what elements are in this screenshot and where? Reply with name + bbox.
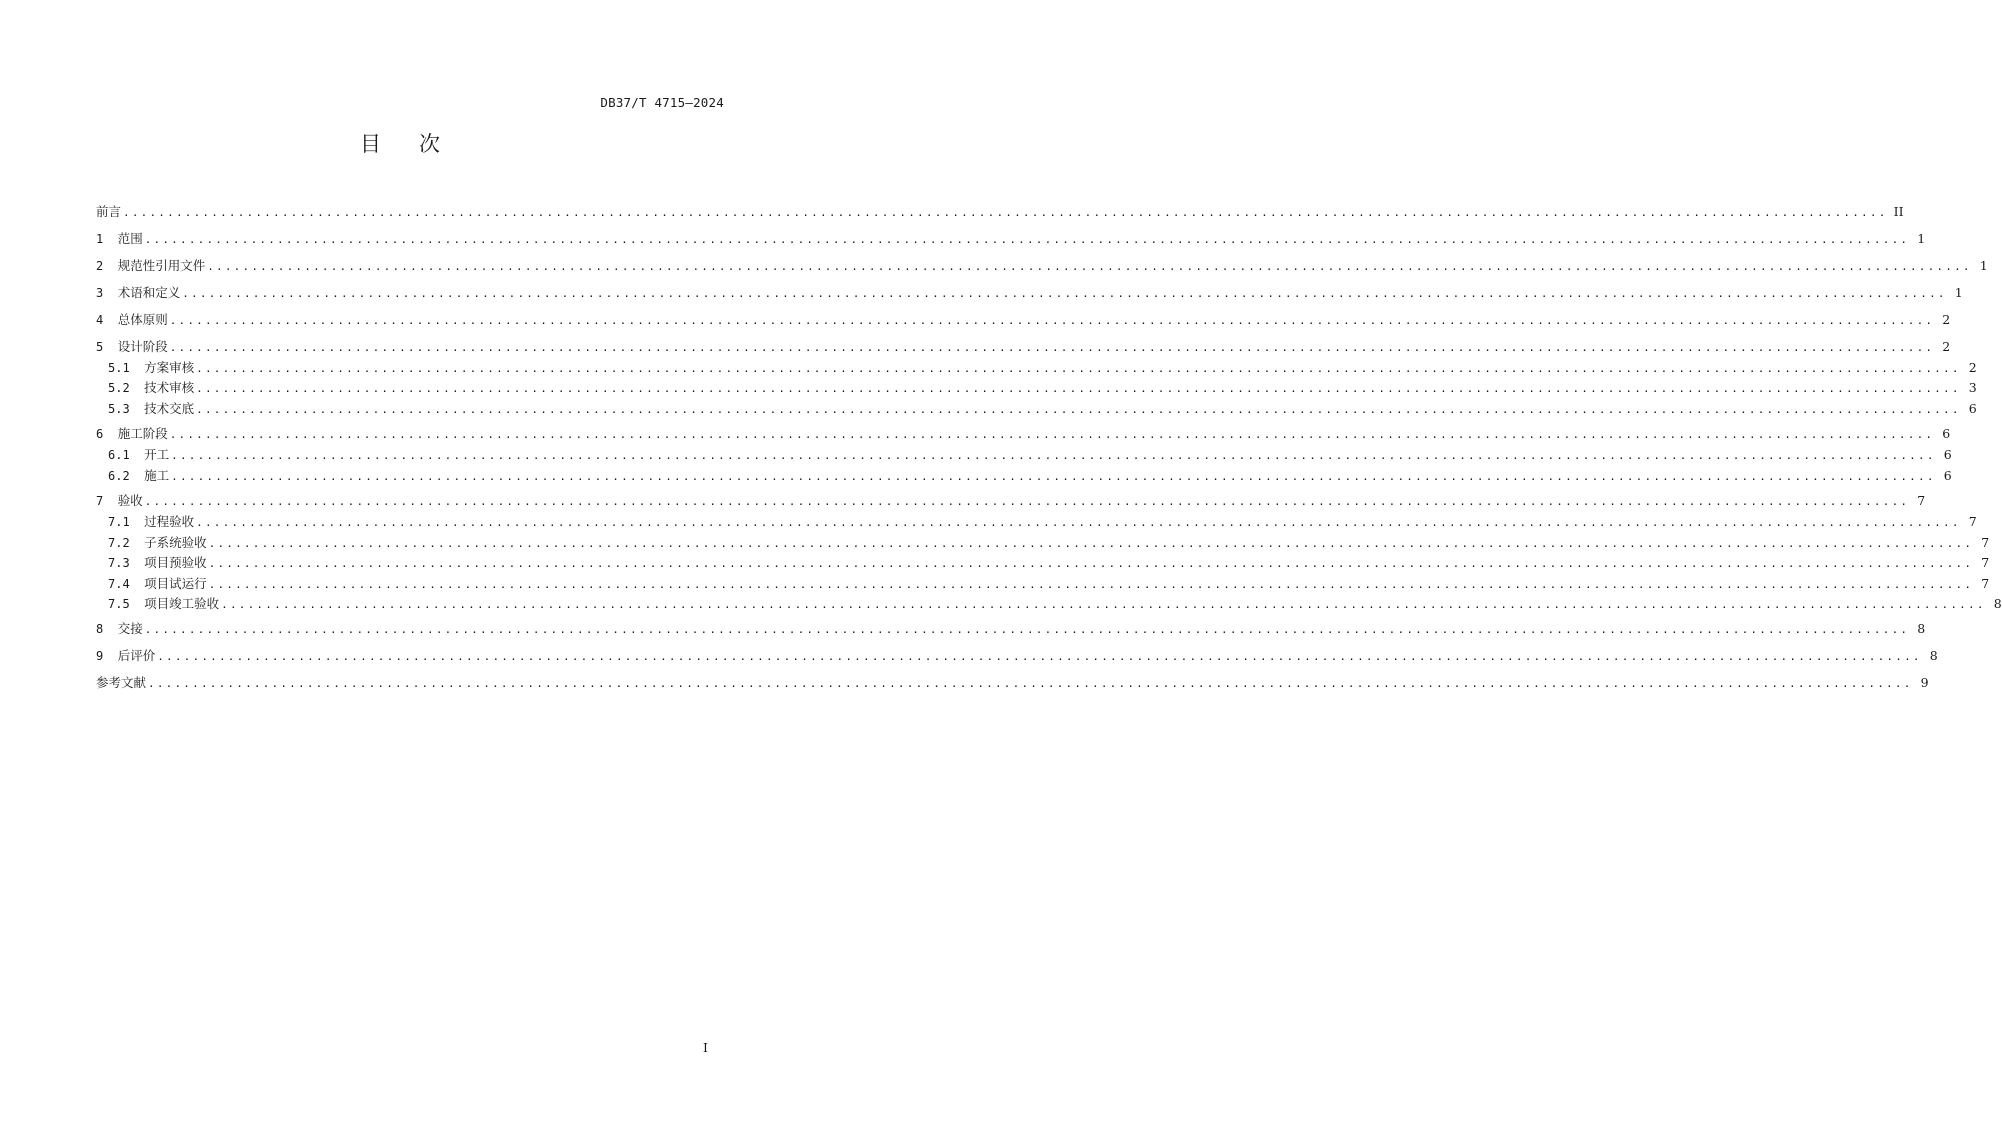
toc-entry[interactable] [96, 230, 1926, 248]
toc-dot-leader: ........................................................................................................................................................................................................ [221, 598, 1986, 611]
toc-entry-number: 5.1 [108, 361, 145, 375]
toc-dot-leader: ........................................................................................................................................................................................................ [144, 623, 1910, 636]
toc-entry-page: 1 [1917, 231, 1926, 246]
toc-dot-leader: ........................................................................................................................................................................................................ [208, 557, 1974, 570]
toc-entry[interactable] [96, 257, 1988, 275]
toc-entry-label: 后评价 [117, 648, 156, 663]
toc-entry-page: 6 [1943, 447, 1952, 462]
toc-entry-page: 7 [1981, 535, 1990, 550]
toc-dot-leader: ........................................................................................................................................................................................................ [182, 287, 1947, 300]
toc-entry[interactable] [96, 620, 1926, 638]
toc-entry-label: 技术审核 [144, 380, 195, 395]
toc-entry-number: 2 [96, 259, 118, 273]
toc-entry[interactable] [96, 203, 1904, 221]
toc-dot-leader: ........................................................................................................................................................................................................ [208, 578, 1974, 591]
toc-entry-page: 3 [1968, 380, 1977, 395]
toc-entry-number: 4 [96, 313, 118, 327]
toc-entry-number: 5 [96, 340, 118, 354]
toc-entry[interactable] [96, 492, 1926, 510]
toc-entry[interactable] [108, 575, 1990, 593]
toc-entry-label: 总体原则 [117, 312, 168, 327]
toc-dot-leader: ........................................................................................................................................................................................................ [171, 449, 1936, 462]
toc-entry-label: 交接 [117, 621, 143, 636]
toc-entry-label: 方案审核 [144, 360, 195, 375]
toc-entry-label: 前言 [96, 204, 122, 219]
toc-dot-leader: ........................................................................................................................................................................................................ [157, 650, 1922, 663]
toc-entry-number: 6.2 [108, 469, 145, 483]
toc-entry[interactable] [108, 359, 1977, 377]
toc-entry-label: 项目试运行 [144, 576, 207, 591]
toc-entry-page: 7 [1981, 555, 1990, 570]
toc-entry-page: 7 [1981, 576, 1990, 591]
toc-entry[interactable] [96, 425, 1951, 443]
toc-entry[interactable] [108, 467, 1952, 485]
toc-entry-number: 7.3 [108, 556, 145, 570]
toc-entry-number: 5.2 [108, 381, 145, 395]
toc-entry-number: 6 [96, 427, 118, 441]
toc-entry-page: 9 [1920, 675, 1929, 690]
toc-entry-page: 6 [1943, 468, 1952, 483]
page-number: I [703, 1040, 708, 1055]
toc-entry-number: 7.5 [108, 597, 145, 611]
toc-entry-label: 开工 [144, 447, 170, 462]
toc-entry[interactable] [96, 647, 1938, 665]
toc-entry-label: 设计阶段 [117, 339, 168, 354]
toc-entry[interactable] [96, 338, 1951, 356]
toc-entry[interactable] [96, 284, 1963, 302]
toc-entry-number: 7.4 [108, 577, 145, 591]
toc-entry-label: 范围 [117, 231, 143, 246]
toc-entry[interactable] [108, 595, 2002, 613]
toc-dot-leader: ........................................................................................................................................................................................................ [208, 537, 1974, 550]
toc-entry-page: 2 [1942, 312, 1951, 327]
toc-dot-leader: ........................................................................................................................................................................................................ [169, 314, 1935, 327]
toc-entry-page: II [1893, 204, 1904, 219]
toc-entry[interactable] [108, 446, 1952, 464]
toc-entry-page: 6 [1968, 401, 1977, 416]
toc-entry-page: 8 [1917, 621, 1926, 636]
toc-entry-page: 2 [1942, 339, 1951, 354]
toc-entry-label: 项目预验收 [144, 555, 207, 570]
toc-entry-number: 7.1 [108, 515, 145, 529]
toc-dot-leader: ........................................................................................................................................................................................................ [144, 495, 1910, 508]
toc-dot-leader: ........................................................................................................................................................................................................ [144, 233, 1910, 246]
toc-entry[interactable] [108, 534, 1990, 552]
toc-entry-label: 施工阶段 [117, 426, 168, 441]
toc-entry-number: 9 [96, 649, 118, 663]
toc-entry-number: 6.1 [108, 448, 145, 462]
toc-dot-leader: ........................................................................................................................................................................................................ [123, 206, 1888, 219]
toc-entry-number: 7 [96, 494, 118, 508]
toc-dot-leader: ........................................................................................................................................................................................................ [207, 260, 1972, 273]
toc-dot-leader: ........................................................................................................................................................................................................ [196, 403, 1961, 416]
toc-dot-leader: ........................................................................................................................................................................................................ [169, 428, 1935, 441]
toc-dot-leader: ........................................................................................................................................................................................................ [196, 382, 1961, 395]
toc-entry-page: 1 [1954, 285, 1963, 300]
toc-entry-number: 5.3 [108, 402, 145, 416]
toc-entry-page: 8 [1929, 648, 1938, 663]
toc-entry-label: 参考文献 [96, 675, 147, 690]
toc-entry-label: 项目竣工验收 [144, 596, 220, 611]
toc-entry[interactable] [108, 513, 1977, 531]
toc-dot-leader: ........................................................................................................................................................................................................ [169, 341, 1935, 354]
toc-title: 目次 [360, 132, 478, 156]
document-code: DB37/T 4715—2024 [600, 95, 724, 110]
toc-dot-leader: ........................................................................................................................................................................................................ [171, 470, 1936, 483]
toc-entry-page: 8 [1993, 596, 2002, 611]
toc-entry[interactable] [108, 400, 1977, 418]
toc-entry-page: 2 [1968, 360, 1977, 375]
toc-entry-number: 7.2 [108, 536, 145, 550]
toc-entry-label: 验收 [117, 493, 143, 508]
toc-entry-label: 子系统验收 [144, 535, 207, 550]
toc-entry-number: 3 [96, 286, 118, 300]
toc-entry-label: 施工 [144, 468, 170, 483]
toc-entry-number: 1 [96, 232, 118, 246]
toc-entry-number: 8 [96, 622, 118, 636]
toc-entry[interactable] [96, 311, 1951, 329]
toc-entry-page: 7 [1968, 514, 1977, 529]
toc-entry-page: 1 [1979, 258, 1988, 273]
toc-dot-leader: ........................................................................................................................................................................................................ [196, 516, 1961, 529]
toc-entry[interactable] [108, 379, 1977, 397]
toc-entry-label: 规范性引用文件 [117, 258, 206, 273]
toc-entry-page: 6 [1942, 426, 1951, 441]
toc-entry[interactable] [108, 554, 1990, 572]
toc-dot-leader: ........................................................................................................................................................................................................ [196, 362, 1961, 375]
toc-entry-label: 过程验收 [144, 514, 195, 529]
toc-entry-label: 术语和定义 [117, 285, 181, 300]
toc-entry[interactable] [96, 674, 1929, 692]
toc-entry-page: 7 [1917, 493, 1926, 508]
toc-entry-label: 技术交底 [144, 401, 195, 416]
toc-dot-leader: ........................................................................................................................................................................................................ [148, 677, 1913, 690]
